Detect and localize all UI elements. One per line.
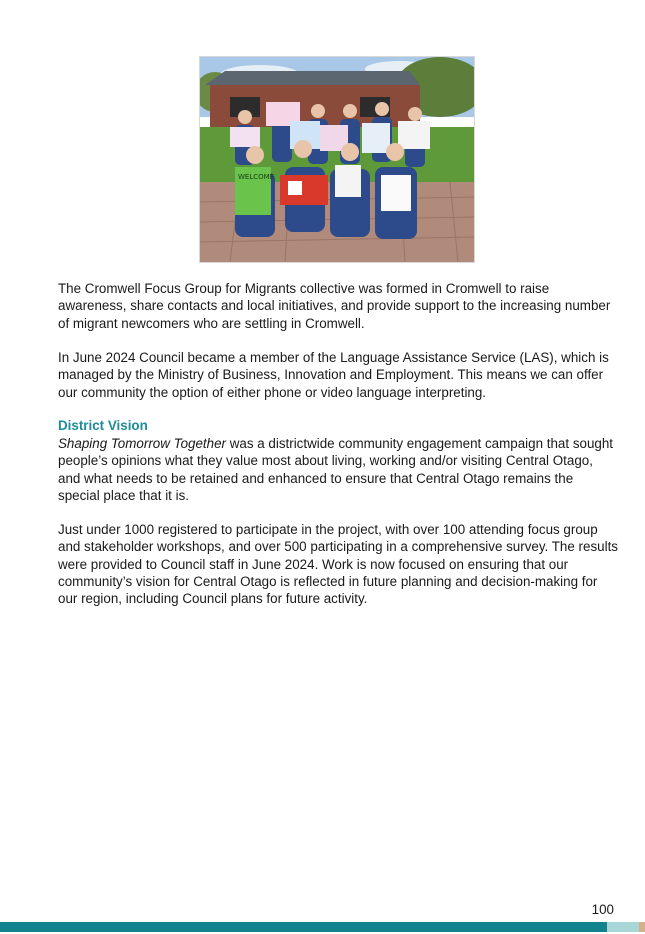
footer-bar-end: [639, 922, 645, 932]
footer-bar: [0, 922, 607, 932]
paragraph-shaping-tomorrow-body: was a districtwide community engagement campaign that sought people’s opinions what they value most about living, working and/or visiting Central Otago, and what needs to be retained and enhanced to ensure that Central Otago remains the special place that it is.: [58, 436, 614, 503]
children-posters-photo: [199, 56, 475, 263]
paragraph-cromwell-focus-group: The Cromwell Focus Group for Migrants collective was formed in Cromwell to raise awareness, share contacts and local initiatives, and provide support to the increasing number of migrant newcomers who are settling in Cromwell.: [58, 281, 611, 331]
paragraph-participation-results: Just under 1000 registered to participate in the project, with over 100 attending focus group and stakeholder workshops, and over 500 participating in a comprehensive survey. The results were provided to Council staff in June 2024. Work is now focused on ensuring that our community’s vision for Central Otago is reflected in future planning and decision-making for our region, including Council plans for future activity.: [58, 522, 618, 607]
footer-bar-accent: [607, 922, 639, 932]
paragraph-shaping-tomorrow: [58, 435, 618, 504]
section-heading-district-vision: District Vision: [58, 418, 148, 433]
poster-text: WELCOME: [238, 173, 275, 181]
campaign-name: Shaping Tomorrow Together: [58, 436, 226, 451]
paragraph-language-assistance: In June 2024 Council became a member of the Language Assistance Service (LAS), which is managed by the Ministry of Business, Innovation and Employment. This means we can offer our community the option of either phone or video language interpreting.: [58, 350, 609, 400]
page-number: 100: [591, 902, 614, 917]
